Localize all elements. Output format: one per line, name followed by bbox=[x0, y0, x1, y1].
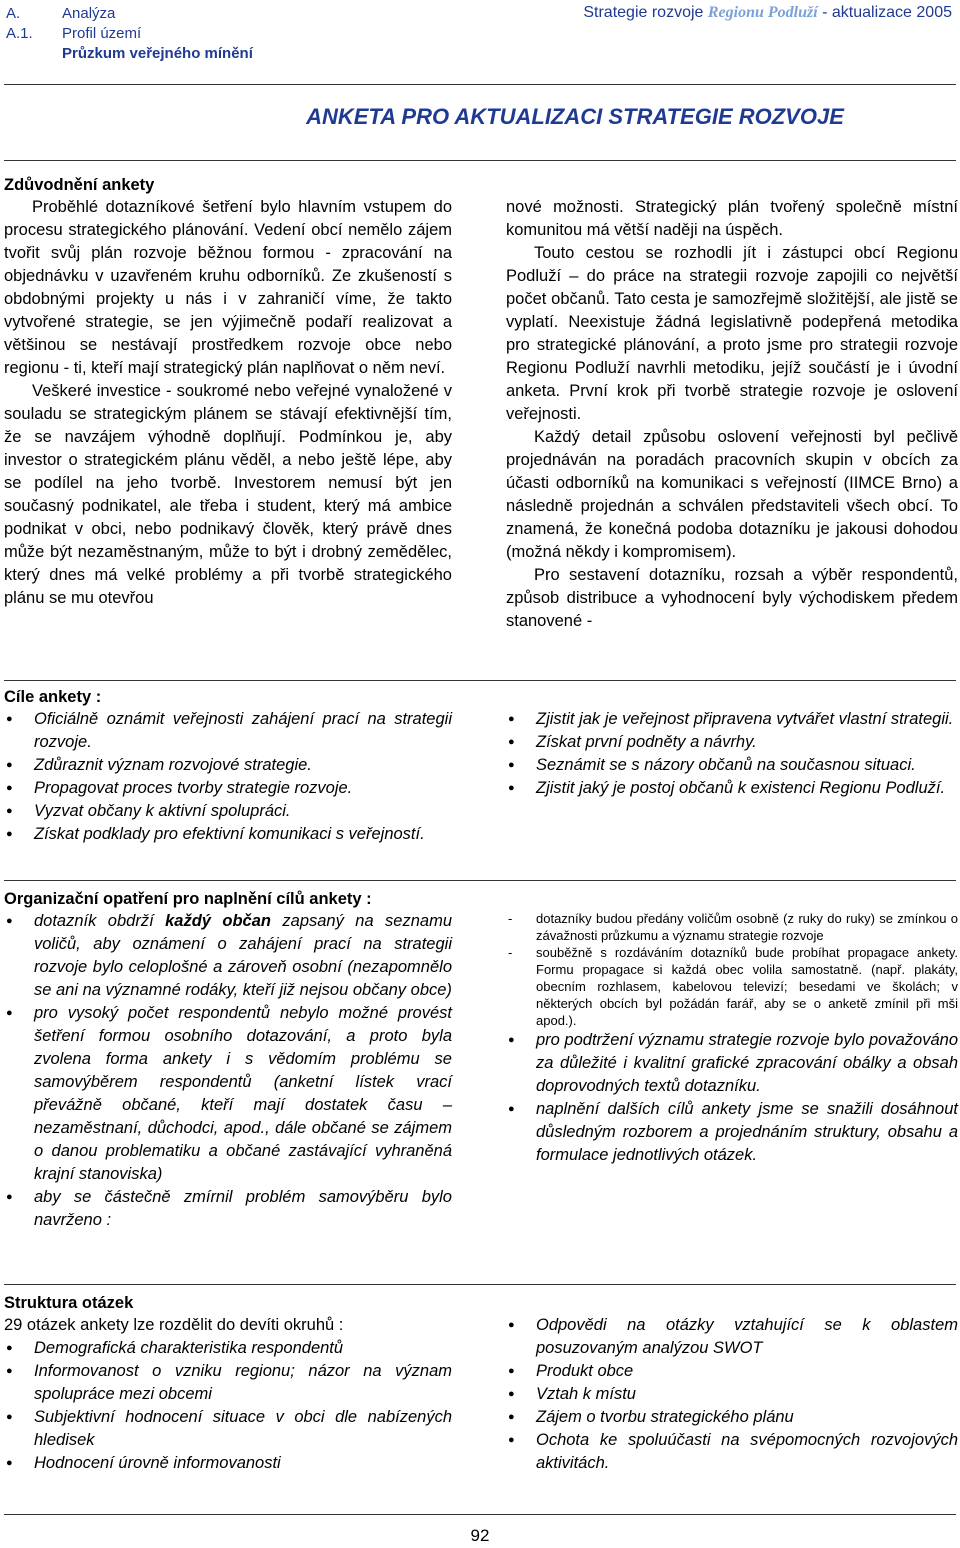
list-item: ● Propagovat proces tvorby strategie rozvoje. bbox=[4, 777, 452, 800]
list-item: ● Vztah k místu bbox=[506, 1383, 958, 1406]
list-item: ● Zájem o tvorbu strategického plánu bbox=[506, 1406, 958, 1429]
list-item: ● Ochota ke spoluúčasti na svépomocných rozvojových aktivitách. bbox=[506, 1429, 958, 1475]
organizacni-body bbox=[4, 910, 956, 1280]
title-divider bbox=[4, 160, 956, 161]
header-suffix: - aktualizace 2005 bbox=[817, 4, 952, 21]
list-item: ● pro vysoký počet respondentů nebylo možné provést šetření formou osobního dotazování, a proto byla zvolena forma ankety i s vědomím problému se samovýběrem respondentů (anketní lístek vrací převážně občané, kteří mají dostatek času – nezaměstnaní, důchodci, apod., dále občané se zájmem o danou problematiku a občané zastávající vyhraněná krajní stanoviska) bbox=[4, 1002, 452, 1186]
list-item: ● Produkt obce bbox=[506, 1360, 958, 1383]
zduvodneni-body bbox=[4, 196, 956, 676]
header-divider bbox=[4, 84, 956, 85]
paragraph: Touto cestou se rozhodli jít i zástupci obcí Regionu Podluží – do práce na strategii rozvoje zapojili co největší počet občanů. Tato cesta je samozřejmě složitější, ale jistě se vyplatí. Neexistuje žádná legislativně podepřená metodika pro strategické plánování, a proto jsme pro strategii rozvoje Regionu Podluží navrhli metodiku, jejíž součástí je i úvodní anketa. První krok při tvorbě strategie rozvoje je oslovení veřejnosti. bbox=[506, 244, 958, 423]
list-item: ● Subjektivní hodnocení situace v obci dle nabízených hledisek bbox=[4, 1406, 452, 1452]
footer-divider bbox=[4, 1514, 956, 1515]
brand-logo-text: Regionu Podluží bbox=[707, 4, 818, 21]
organizacni-right-column bbox=[506, 910, 958, 1167]
section-heading-cile: Cíle ankety : bbox=[4, 688, 102, 706]
list-item: ● Hodnocení úrovně informovanosti bbox=[4, 1452, 452, 1475]
subchapter-title: Profil území bbox=[62, 25, 142, 42]
section-divider bbox=[4, 680, 956, 681]
dash-item: - souběžně s rozdáváním dotazníků bude probíhat propagace ankety. Formu propagace si každá obec volila samostatně. (např. plakáty, obecním rozhlasem, kabelovou televizí; besedami ve školách; v některých obcích byl požádán farář, aby se o anketě zmínil při mši apod.). bbox=[506, 944, 958, 1029]
header-right bbox=[583, 4, 952, 22]
list-item: ● Oficiálně oznámit veřejnosti zahájení prací na strategii rozvoje. bbox=[4, 708, 452, 754]
dash-item: - dotazníky budou předány voličům osobně (z ruky do ruky) se zmínkou o závažnosti průzkumu a významu strategie rozvoje bbox=[506, 910, 958, 944]
paragraph: Každý detail způsobu oslovení veřejnosti byl pečlivě projednáván na poradách pracovních skupin v obcích za účasti odborníků na komunikaci s veřejností (IIMCE Brno) a následně projednán a schválen představiteli všech obcí. To znamená, že konečná podoba dotazníku je jakousi dohodou (možná někdy i kompromisem). bbox=[506, 428, 958, 561]
paragraph: nové možnosti. Strategický plán tvořený společně místní komunitou má větší naději na úspěch. bbox=[506, 198, 958, 239]
list-item: ● Zjistit jaký je postoj občanů k existenci Regionu Podluží. bbox=[506, 777, 958, 800]
section-heading-organizacni: Organizační opatření pro naplnění cílů ankety : bbox=[4, 890, 372, 908]
cile-body bbox=[4, 708, 956, 878]
chapter-title: Analýza bbox=[62, 5, 116, 22]
cile-right-column bbox=[506, 708, 958, 800]
section-heading-struktura: Struktura otázek bbox=[4, 1294, 134, 1312]
list-item: ● Seznámit se s názory občanů na současnou situaci. bbox=[506, 754, 958, 777]
chapter-code: A. bbox=[6, 5, 21, 22]
section-divider bbox=[4, 880, 956, 881]
list-item: ● Demografická charakteristika respondentů bbox=[4, 1337, 452, 1360]
header-left bbox=[6, 4, 253, 64]
list-item: ● dotazník obdrží každý občan zapsaný na seznamu voličů, aby oznámení o zahájení prací na strategii rozvoje bylo celoplošné a zároveň osobní (nezapomnělo se ani na významné rodáky, kteří již nejsou občany obce) bbox=[4, 910, 452, 1002]
organizacni-left-column bbox=[4, 910, 452, 1232]
list-item: ● Vyzvat občany k aktivní spolupráci. bbox=[4, 800, 452, 823]
section-organizacni bbox=[4, 888, 956, 910]
section-struktura bbox=[4, 1292, 956, 1314]
paragraph: Veškeré investice - soukromé nebo veřejné vynaložené v souladu se strategickým plánem se stávají efektivnější tím, že se navzájem výhodně doplňují. Podmínkou je, aby investor o strategickém plánu věděl, a nebo ještě lépe, aby se podílel na jeho tvorbě. Investorem nemusí být jen současný podnikatel, ale třeba i student, který má ambice podnikat v obci, nebo podnikavý člověk, který právě dnes může být nezaměstnaným, může to být i drobný zemědělec, který dnes má velké problémy a při tvorbě strategického plánu se mu otevřou bbox=[4, 382, 452, 607]
struktura-left-column bbox=[4, 1314, 452, 1475]
struktura-body bbox=[4, 1314, 956, 1504]
list-item: ● Informovanost o vzniku regionu; názor na význam spolupráce mezi obcemi bbox=[4, 1360, 452, 1406]
intro-text: 29 otázek ankety lze rozdělit do devíti okruhů : bbox=[4, 1316, 344, 1334]
subchapter-code: A.1. bbox=[6, 25, 33, 42]
list-item: ● Zdůraznit význam rozvojové strategie. bbox=[4, 754, 452, 777]
list-item: ● Získat první podněty a návrhy. bbox=[506, 731, 958, 754]
page-number: 92 bbox=[470, 1526, 490, 1545]
section-heading-zduvodneni: Zdůvodnění ankety bbox=[4, 176, 155, 194]
section-cile bbox=[4, 686, 956, 708]
list-item: ● naplnění dalších cílů ankety jsme se snažili dosáhnout důsledným rozborem a projednáním struktury, obsahu a formulace jednotlivých otázek. bbox=[506, 1098, 958, 1167]
paragraph: Proběhlé dotazníkové šetření bylo hlavním vstupem do procesu strategického plánování. Vedení obcí nemělo zájem tvořit svůj plán rozvoje běžnou formou - zpracování na objednávku v uzavřeném kruhu odborníků. Ze zkušeností s obdobnými projekty u nás i v zahraničí víme, že takto vytvořené strategie, se jen výjimečně podaří realizovat a většinou se nestávají prostředkem rozvoje obce nebo regionu - ti, kteří mají strategický plán naplňovat o něm neví. bbox=[4, 198, 452, 377]
list-item: ● Zjistit jak je veřejnost připravena vytvářet vlastní strategii. bbox=[506, 708, 958, 731]
page-title: ANKETA PRO AKTUALIZACI STRATEGIE ROZVOJE bbox=[306, 104, 844, 129]
section-title: Průzkum veřejného mínění bbox=[62, 45, 253, 62]
section-zduvodneni bbox=[4, 174, 956, 196]
header-prefix: Strategie rozvoje bbox=[583, 4, 708, 21]
list-item: ● Získat podklady pro efektivní komunikaci s veřejností. bbox=[4, 823, 452, 846]
cile-left-column bbox=[4, 708, 452, 846]
struktura-right-column bbox=[506, 1314, 958, 1475]
section-divider bbox=[4, 1284, 956, 1285]
paragraph: Pro sestavení dotazníku, rozsah a výběr respondentů, způsob distribuce a vyhodnocení byly východiskem předem stanovené - bbox=[506, 566, 958, 630]
list-item: ● pro podtržení významu strategie rozvoje bylo považováno za důležité i kvalitní grafické zpracování obálky a obsah doprovodných textů dotazníku. bbox=[506, 1029, 958, 1098]
emphasis: každý občan bbox=[165, 912, 271, 930]
list-item: ● Odpovědi na otázky vztahující se k oblastem posuzovaným analýzou SWOT bbox=[506, 1314, 958, 1360]
zduvodneni-right-column bbox=[506, 196, 958, 633]
zduvodneni-left-column bbox=[4, 196, 452, 610]
list-item: ● aby se částečně zmírnil problém samovýběru bylo navrženo : bbox=[4, 1186, 452, 1232]
